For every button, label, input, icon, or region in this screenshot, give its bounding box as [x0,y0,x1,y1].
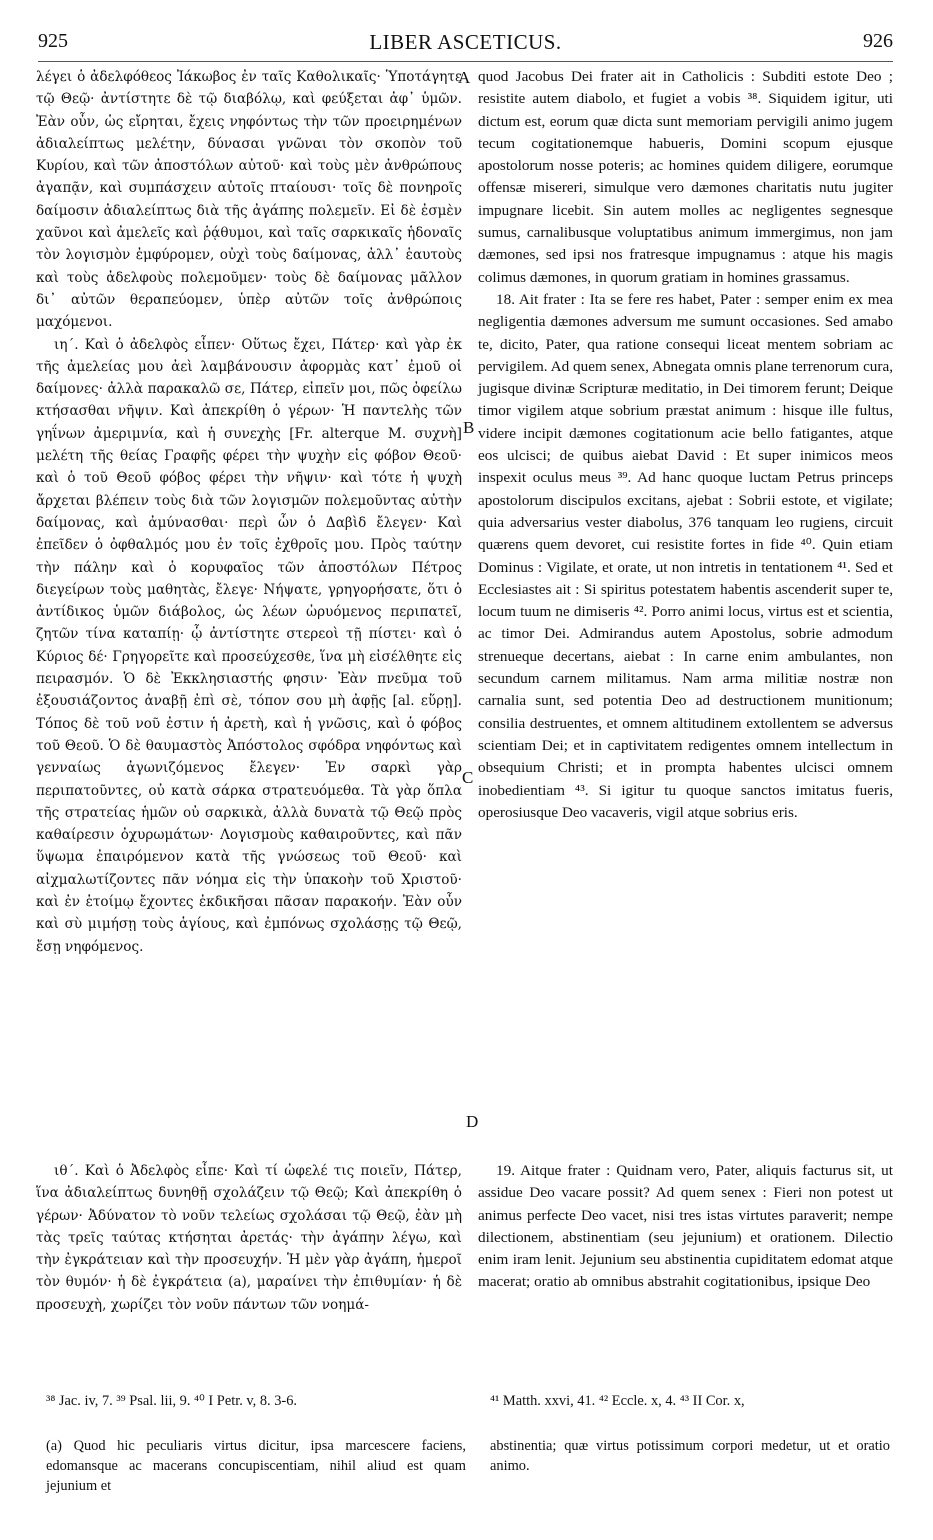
latin-column-lower [478,1160,893,1294]
margin-letter-b: B [463,418,475,437]
greek-paragraph-18: ιη΄. Καὶ ὁ ἀδελφὸς εἶπεν· Οὕτως ἔχει, Πάτερ· καὶ γὰρ ἐκ τῆς ἀμελείας μου ἀεὶ λαμβάνουσιν ἀφορμὰς κατ᾽ ἐμοῦ οἱ δαίμονες· ἀλλὰ παρακαλῶ σε, Πάτερ, εἰπεῖν μοι, πῶς ὀφείλω κτήσασθαι νῆψιν. Καὶ ἀπεκρίθη ὁ γέρων· Ἡ παντελὴς τῶν γηΐνων ἀμεριμνία, καὶ ἡ συνεχὴς [Fr. alterque M. συχνὴ] μελέτη τῆς θείας Γραφῆς φέρει τὴν ψυχὴν εἰς φόβον Θεοῦ· καὶ ὁ τοῦ Θεοῦ φόβος φέρει τὴν νῆψιν· καὶ τότε ἡ ψυχὴ ἄρχεται βλέπειν τοὺς διὰ τῶν λογισμῶν πολεμοῦντας αὐτὴν δαίμονας, καὶ ἀμύνασθαι· περὶ ὧν ὁ Δαβὶδ ἔλεγεν· Καὶ ἐπεῖδεν ὁ ὀφθαλμός μου ἐν τοῖς ἐχθροῖς μου. Πρὸς ταύτην τὴν πάλην καὶ ὁ κορυφαῖος τῶν ἀποστόλων Πέτρος διεγείρων τοὺς μαθητὰς, ἔλεγε· Νήψατε, γρηγορήσατε, ὅτι ὁ ἀντίδικος ὑμῶν διάβολος, ὡς λέων ὠρυόμενος περιπατεῖ, ζητῶν τίνα καταπίῃ· ᾧ ἀντίστητε στερεοὶ τῇ πίστει· καὶ ὁ Κύριος δέ· Γρηγορεῖτε καὶ προσεύχεσθε, ἵνα μὴ εἰσέλθητε εἰς πειρασμόν. Ὁ δὲ Ἐκκλησιαστής φησιν· Ἐὰν πνεῦμα τοῦ ἐξουσιάζοντος ἀναβῇ ἐπὶ σὲ, τόπον σου μὴ ἀφῇς [al. εὕρῃ]. Τόπος δὲ τοῦ νοῦ ἐστιν ἡ ἀρετὴ, καὶ ἡ γνῶσις, καὶ ὁ φόβος τοῦ Θεοῦ. Ὁ δὲ θαυμαστὸς Ἀπόστολος σφόδρα νηφόντως καὶ γενναίως ἀγωνιζόμενος ἔλεγεν· Ἐν σαρκὶ γὰρ περιπατοῦντες, οὐ κατὰ σάρκα στρατευόμεθα. Τὰ γὰρ ὅπλα τῆς στρατείας ἡμῶν οὐ σαρκικὰ, ἀλλὰ δυνατὰ τῷ Θεῷ πρὸς καθαίρεσιν ὀχυρωμάτων· Λογισμοὺς καθαιροῦντες, καὶ πᾶν ὕψωμα ἐπαιρόμενον κατὰ τῆς γνώσεως τοῦ Θεοῦ· καὶ αἰχμαλωτίζοντες πᾶν νόημα εἰς τὴν ὑπακοὴν τοῦ Χριστοῦ· καὶ ἐν ἑτοίμῳ ἔχοντες ἐκδικῆσαι πᾶσαν παρακοήν. Ἐὰν οὖν καὶ σὺ μιμήσῃ τοὺς ἁγίους, καὶ ἐμπόνως σχολάσῃς τῷ Θεῷ, ἔσῃ νηφόμενος. [36,336,462,955]
left-page-number: 925 [38,30,68,52]
page-title: LIBER ASCETICUS. [369,30,562,54]
margin-letter-a: A [458,68,471,87]
editorial-note-left-text: (a) Quod hic peculiaris virtus dicitur, ipsa marcescere faciens, edomansque ac macerans concupiscentiam, nihil aliud est quam jejunium et [46,1438,466,1494]
latin-paragraph-18: 18. Ait frater : Ita se fere res habet, Pater : semper enim ex mea negligentia dæmones adversum me sumunt occasiones. Sed amabo te, dicito, Pater, qua ratione consequi liceat mentem sobriam ac pervigilem. Ad quem senex, Abnegata omnis plane terrenorum cura, jugisque divinæ Scripturæ meditatio, in Dei timorem ferunt; Deique timor vigilem atque sobrium præstat animum : hisque ille fultus, videre incipit dæmones cogitationum acie bello fatigantes, atque eos ulcisci; de quibus aiebat David : Et super inimicos meos inspexit oculus meus ³⁹. Ad hanc quoque luctam Petrus princeps apostolorum discipulos excitans, ajebat : Sobrii estote, et vigilate; quia adversarius vester diabolus, 376 tanquam leo rugiens, circuit quærens quem devoret, cui resistite fortes in fide ⁴⁰. Quin etiam Dominus : Vigilate, et orate, ut non intretis in tentationem ⁴¹. Sed et Ecclesiastes ait : Si spiritus potestatem habentis ascenderit super te, locum tuum ne dimiseris ⁴². Porro animi locus, virtus est et scientia, ac timor Dei. Admirandus autem Apostolus, sobrie admodum strenueque decertans, aiebat : In carne enim ambulantes, non secundum carnem militamus. Nam arma militiæ nostræ non carnalia sunt, sed potentia Deo ad destructionem munitionum; consilia destruentes, et omnem altitudinem extollentem se adversus scientiam Dei; et in captivitatem redigentes omnem intellectum in obsequium Christi; et in prompta habentes ulcisci omnem inobedientiam ⁴³. Si igitur tu quoque sanctos imitatus fueris, operosiusque Deo vacaveris, vigil atque sobrius eris. [478,290,893,821]
editorial-note-right-text: abstinentia; quæ virtus potissimum corpori medetur, ut et oratio animo. [490,1438,890,1474]
greek-column [36,66,462,958]
editorial-note-left [46,1436,466,1496]
header-rule [38,61,893,62]
greek-paragraph-1: λέγει ὁ ἀδελφόθεος Ἰάκωβος ἐν ταῖς Καθολικαῖς· Ὑποτάγητε τῷ Θεῷ· ἀντίστητε δὲ τῷ διαβόλῳ, καὶ φεύξεται ἀφ᾽ ὑμῶν. Ἐὰν οὖν, ὡς εἴρηται, ἔχεις νηφόντως τὴν τῶν προειρημένων ἀδιαλείπτως μελέτην, δύνασαι γνῶναι τὸν σκοπὸν τοῦ Κυρίου, καὶ τῶν ἀποστόλων αὐτοῦ· καὶ τοὺς μὲν ἀνθρώπους ἀγαπᾷν, καὶ συμπάσχειν αὐτοῖς πταίουσι· τοῖς δὲ πονηροῖς δαίμοσιν ἀδιαλείπτως διὰ τῆς ἀγάπης πολεμεῖν. Εἰ δὲ ἐσμὲν χαῦνοι καὶ ἀμελεῖς καὶ ῥᾴθυμοι, καὶ ταῖς σαρκικαῖς ἡδοναῖς τὸν λογισμὸν ἐμφύρομεν, οὐχὶ τοὺς δαίμονας, ἀλλ᾽ ἑαυτοὺς καὶ τοὺς ἀδελφοὺς πολεμοῦμεν· τοὺς δὲ δαίμονας μᾶλλον δι᾽ αὐτῶν θεραπεύομεν, ὑπὲρ αὐτῶν τοῖς ἀνθρώποις μαχόμενοι. [36,69,462,331]
latin-column [478,66,893,824]
editorial-note-right [490,1436,890,1476]
margin-letter-d: D [466,1112,479,1131]
right-page-number: 926 [863,30,893,52]
margin-letter-c: C [462,768,474,787]
latin-paragraph-19: 19. Aitque frater : Quidnam vero, Pater, aliquis facturus sit, ut assidue Deo vacare possit? Ad quem senex : Fieri non potest ut animus perfecte Deo vacet, nisi tres istas virtutes paraverit; nempe dilectionem, abstinentiam (seu jejunium) et orationem. Dilectio enim iram lenit. Jejunium seu abstinentia cupiditatem edomat atque macerat; oratio ab omnibus abstrahit cogitationibus, ipsique Deo [478,1162,893,1291]
running-header [38,30,893,60]
footnote-refs-right: ⁴¹ Matth. xxvi, 41. ⁴² Eccle. x, 4. ⁴³ II Cor. x, [490,1393,745,1409]
greek-column-lower [36,1160,462,1316]
footnote-refs-left: ³⁸ Jac. iv, 7. ³⁹ Psal. lii, 9. ⁴⁰ I Petr. v, 8. 3-6. [46,1393,298,1409]
greek-paragraph-19: ιθ΄. Καὶ ὁ Ἀδελφὸς εἶπε· Καὶ τί ὠφελέ τις ποιεῖν, Πάτερ, ἵνα ἀδιαλείπτως δυνηθῇ σχολάζειν τῷ Θεῷ; Καὶ ἀπεκρίθη ὁ γέρων· Ἀδύνατον τὸ νοῦν τελείως σχολάσαι τῷ Θεῷ, ἐὰν μὴ τὰς τρεῖς ταύτας κτήσηται ἀρετάς· τὴν ἀγάπην λέγω, καὶ τὴν ἐγκράτειαν καὶ τὴν προσευχήν. Ἡ μὲν γὰρ ἀγάπη, ἡμεροῖ τὸν θυμόν· ἡ δὲ ἐγκράτεια (a), μαραίνει τὴν ἐπιθυμίαν· ἡ δὲ προσευχὴ, χωρίζει τὸν νοῦν πάντων τῶν νοημά- [36,1163,462,1313]
latin-paragraph-1: quod Jacobus Dei frater ait in Catholicis : Subditi estote Deo ; resistite autem diabolo, et fugiet a vobis ³⁸. Siquidem igitur, uti dictum est, eorum quæ dicta sunt memoriam pervigili animo jugem tecum cogitationemque habueris, Domini scopum ejusque apostolorum nosse poteris; ac homines quidem diligere, eorumque offensæ misereri, simulque vero dæmones charitatis nutu jugiter impugnare licebit. Sin autem molles ac negligentes segnesque sumus, carnalibusque voluptatibus animum immergimus, non jam dæmones, sed ipsi nos fratresque impugnamus : atque his magis colimus dæmones, in quorum gratiam in homines grassamus. [478,68,893,286]
